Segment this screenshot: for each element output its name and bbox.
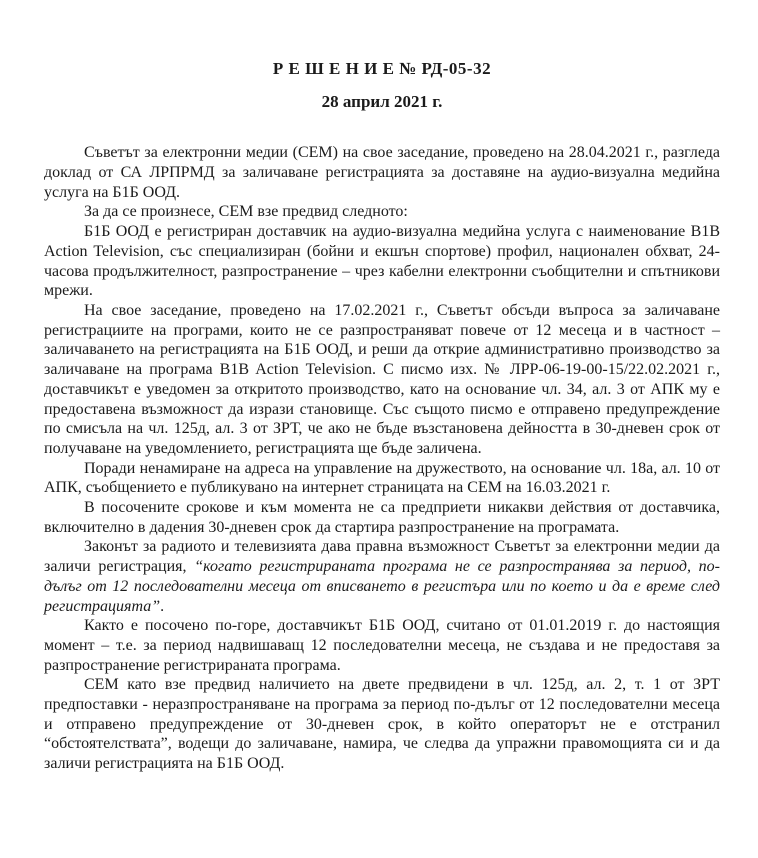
document-date: 28 април 2021 г.: [321, 91, 443, 111]
document-title: Р Е Ш Е Н И Е № РД-05-32: [272, 59, 492, 78]
paragraph: [44, 498, 720, 537]
paragraph-text: .: [160, 597, 165, 615]
paragraph-text: Законът за радиото и телевизията дава правна възможност Съветът за електронни медии да заличи регистрация,: [44, 538, 720, 576]
paragraph: [44, 537, 720, 616]
paragraph: [44, 675, 720, 774]
paragraph-text: Както е посочено по-горе, доставчикът Б1Б ООД, считано от 01.01.2019 г. до настоящия момент – т.е. за период надвишаващ 12 последователни месеца, не създава и не предоставя за разпространение регистрираната програма.: [44, 617, 720, 674]
paragraph: [44, 222, 720, 301]
paragraph-text: Поради ненамиране на адреса на управление на дружеството, на основание чл. 18а, ал. 10 от АПК, съобщението е публикувано на интернет страницата на СЕМ на 16.03.2021 г.: [44, 459, 720, 497]
paragraph-text: Б1Б ООД е регистриран доставчик на аудио-визуална медийна услуга с наименование B1B Action Television, със специализиран (бойни и екшън спортове) профил, национален обхват, 24-часова продължителност, разпространение – чрез кабелни електронни съобщителни и спътникови мрежи.: [44, 223, 720, 300]
paragraph-text: На свое заседание, проведено на 17.02.2021 г., Съветът обсъди въпроса за заличаване регистрациите на програми, които не се разпространяват повече от 12 месеца и в частност – заличаването на регистрацията на Б1Б ООД, и реши да открие административно производство за заличаване на програма B1B Action Television. С писмо изх. № ЛРР-06-19-00-15/22.02.2021 г., доставчикът е уведомен за откритото производство, като на основание чл. 34, ал. 3 от АПК му е предоставена възможност да изрази становище. Със същото писмо е отправено предупреждение по смисъла на чл. 125д, ал. 3 от ЗРТ, че ако не бъде възстановена дейността в 30-дневен срок от получаване на уведомлението, регистрацията ще бъде заличена.: [44, 302, 720, 457]
paragraph-text: За да се произнесе, СЕМ взе предвид следното:: [84, 203, 408, 221]
quoted-legal-text: “когато регистрираната програма не се разпространява за период, по-дълъг от 12 последователни месеца от вписването в регистъра или по което и да е време след регистрацията”: [44, 558, 721, 615]
paragraph-text: В посочените срокове и към момента не са предприети никакви действия от доставчика, включително в дадения 30-дневен срок да стартира разпространение на програмата.: [44, 499, 720, 536]
paragraph: [44, 459, 720, 498]
paragraph: [44, 616, 720, 675]
document-body: [44, 143, 720, 774]
paragraph-text: СЕМ като взе предвид наличието на двете предвидени в чл. 125д, ал. 2, т. 1 от ЗРТ предпоставки - неразпространяване на програма за период по-дълъг от 12 последователни месеца и отправено предупреждение от 30-дневен срок, в който операторът не е отстранил “обстоятелствата”, водещи до заличаване, намира, че следва да упражни правомощията си и да заличи регистрацията на Б1Б ООД.: [44, 676, 720, 773]
paragraph: [44, 143, 720, 202]
paragraph: [44, 202, 720, 222]
paragraph: [44, 301, 720, 459]
paragraph-text: Съветът за електронни медии (СЕМ) на свое заседание, проведено на 28.04.2021 г., разгледа доклад от СА ЛРПРМД за заличаване регистрацията за доставяне на аудио-визуална медийна услуга на Б1Б ООД.: [44, 144, 720, 201]
